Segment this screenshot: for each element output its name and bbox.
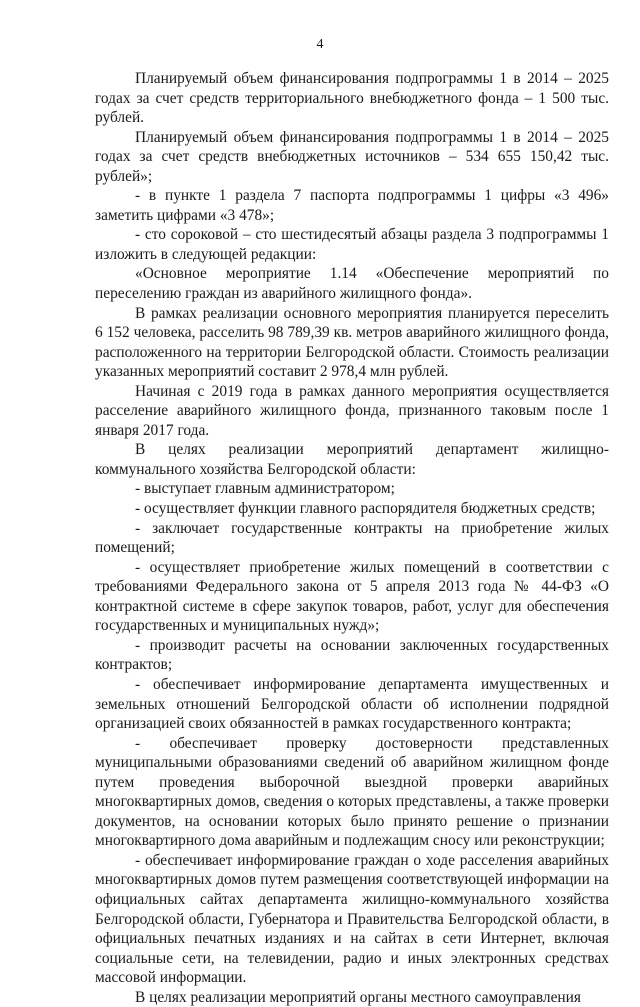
list-item-6: - обеспечивает информирование департамента имущественных и земельных отношений Белгородской области об исполнении подрядной организацией своих обязанностей в рамках государственного контракта; (95, 675, 609, 733)
paragraph-7: Начиная с 2019 года в рамках данного мероприятия осуществляется расселение аварийного жилищного фонда, признанного таковым после 1 января 2017 года. (95, 382, 609, 439)
document-body (95, 69, 609, 1007)
list-item-1: - выступает главным администратором; (135, 480, 395, 498)
list-item-3: - заключает государственные контракты на приобретение жилых помещений; (95, 519, 609, 557)
paragraph-2: Планируемый объем финансирования подпрограммы 1 в 2014 – 2025 годах за счет средств внебюджетных источников – 534 655 150,42 тыс. рублей»; (95, 128, 609, 185)
paragraph-5: «Основное мероприятие 1.14 «Обеспечение мероприятий по переселению граждан из аварийного жилищного фонда». (95, 265, 609, 303)
list-item-8: - обеспечивает информирование граждан о ходе расселения аварийных многоквартирных домов путем размещения соответствующей информации на официальных сайтах департамента жилищно-коммунального хозяйства Белгородской области, Губернатора и Правительства Белгородской области, в официальных печатных изданиях и на сайтах в сети Интернет, включая социальные сети, на телевидении, радио и иных электронных средствах массовой информации. (95, 851, 609, 987)
paragraph-9: В целях реализации мероприятий органы местного самоуправления (135, 988, 581, 1006)
paragraph-1: Планируемый объем финансирования подпрограммы 1 в 2014 – 2025 годах за счет средств территориального внебюджетного фонда – 1 500 тыс. рублей. (95, 70, 609, 127)
list-item-7: - обеспечивает проверку достоверности представленных муниципальными образованиями сведений об аварийном жилищном фонде путем проведения выборочной выездной проверки аварийных многоквартирных домов, сведения о которых представлены, а также проверки документов, на основании которых было принято решение о признании многоквартирного дома аварийным и подлежащим сносу или реконструкции; (95, 734, 609, 850)
paragraph-4: - сто сороковой – сто шестидесятый абзацы раздела 3 подпрограммы 1 изложить в следующей редакции: (95, 226, 609, 263)
paragraph-6: В рамках реализации основного мероприятия планируется переселить 6 152 человека, расселить 98 789,39 кв. метров аварийного жилищного фонда, расположенного на территории Белгородской области. Стоимость реализации указанных мероприятий составит 2 978,4 млн рублей. (95, 304, 609, 381)
list-item-4: - осуществляет приобретение жилых помещений в соответствии с требованиями Федерального закона от 5 апреля 2013 года № 44-ФЗ «О контрактной системе в сфере закупок товаров, работ, услуг для обеспечения государственных и муниципальных нужд»; (95, 558, 609, 635)
paragraph-3: - в пункте 1 раздела 7 паспорта подпрограммы 1 цифры «3 496» заметить цифрами «3 478»; (95, 187, 609, 224)
paragraph-8: В целях реализации мероприятий департамент жилищно-коммунального хозяйства Белгородской области: (95, 441, 609, 478)
list-item-2: - осуществляет функции главного распорядителя бюджетных средств; (135, 500, 596, 518)
page-number: 4 (316, 37, 324, 52)
list-item-5: - производит расчеты на основании заключенных государственных контрактов; (95, 636, 609, 674)
